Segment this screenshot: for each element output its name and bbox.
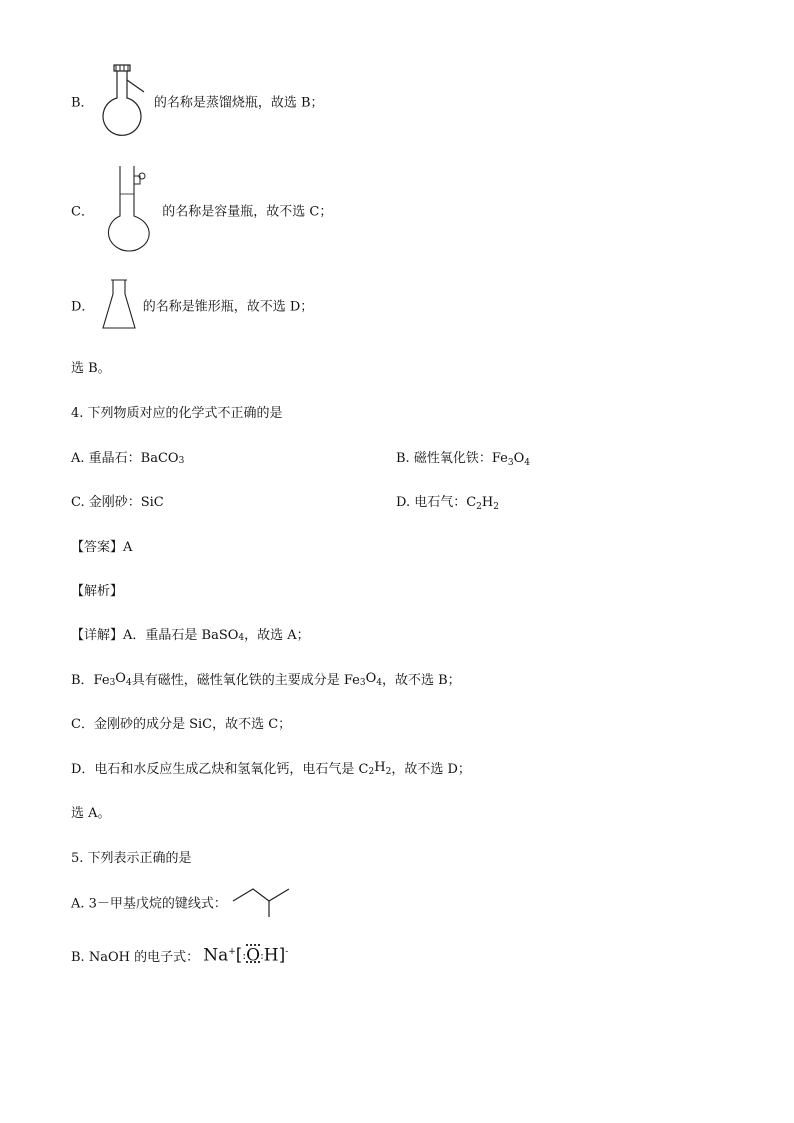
q4-option-b: B. 磁性氧化铁：$Fe_3O_4$ — [396, 451, 530, 468]
answer-label: 【答案】A — [71, 540, 133, 555]
option-d-text: 的名称是锥形瓶，故不选 D； — [142, 299, 314, 315]
option-d-line — [71, 278, 313, 332]
detail-line-4: D．电石和水反应生成乙炔和氢氧化钙，电石气是 $C_2H_2$，故不选 D； — [71, 760, 471, 777]
analysis-label: 【解析】 — [71, 584, 124, 599]
option-b-line — [71, 62, 324, 140]
volumetric-flask-icon — [98, 164, 158, 256]
question-4-stem: 4. 下列物质对应的化学式不正确的是 — [71, 406, 283, 421]
detail-line-2: B．$Fe_3O_4$具有磁性，磁性氧化铁的主要成分是 $Fe_3O_4$，故不选 B； — [71, 671, 461, 688]
option-b-text: 的名称是蒸馏烧瓶，故选 B； — [153, 95, 324, 111]
distillation-flask-icon — [98, 62, 150, 140]
detail-line-5: 选 A。 — [71, 806, 111, 821]
conclusion-1: 选 B。 — [71, 361, 111, 376]
q4-option-c: C. 金刚砂：SiC — [71, 495, 164, 510]
q4-option-a: A. 重晶石：BaCO$_3$ — [71, 451, 185, 466]
q5-option-b: B. NaOH 的电子式： Na+[:O:H]- — [71, 945, 289, 966]
oxygen-atom: O — [246, 945, 261, 966]
option-c-line — [71, 164, 332, 256]
skeletal-formula-icon — [231, 885, 297, 919]
option-d-label: D． — [71, 299, 95, 315]
q4-option-d: D. 电石气：$C_2H_2$ — [396, 495, 499, 512]
question-5-stem: 5. 下列表示正确的是 — [71, 851, 192, 866]
naoh-electron-formula: Na+[:O:H]- — [203, 945, 289, 966]
detail-line-1: 【详解】A．重晶石是 BaSO$_4$，故选 A； — [71, 628, 310, 643]
option-c-label: C． — [71, 204, 94, 220]
conical-flask-icon — [99, 278, 139, 332]
q5-option-a: A. 3－甲基戊烷的键线式： — [71, 885, 297, 919]
option-b-label: B． — [71, 95, 94, 111]
option-c-text: 的名称是容量瓶，故不选 C； — [162, 204, 333, 220]
detail-line-3: C．金刚砂的成分是 SiC，故不选 C； — [71, 717, 292, 732]
